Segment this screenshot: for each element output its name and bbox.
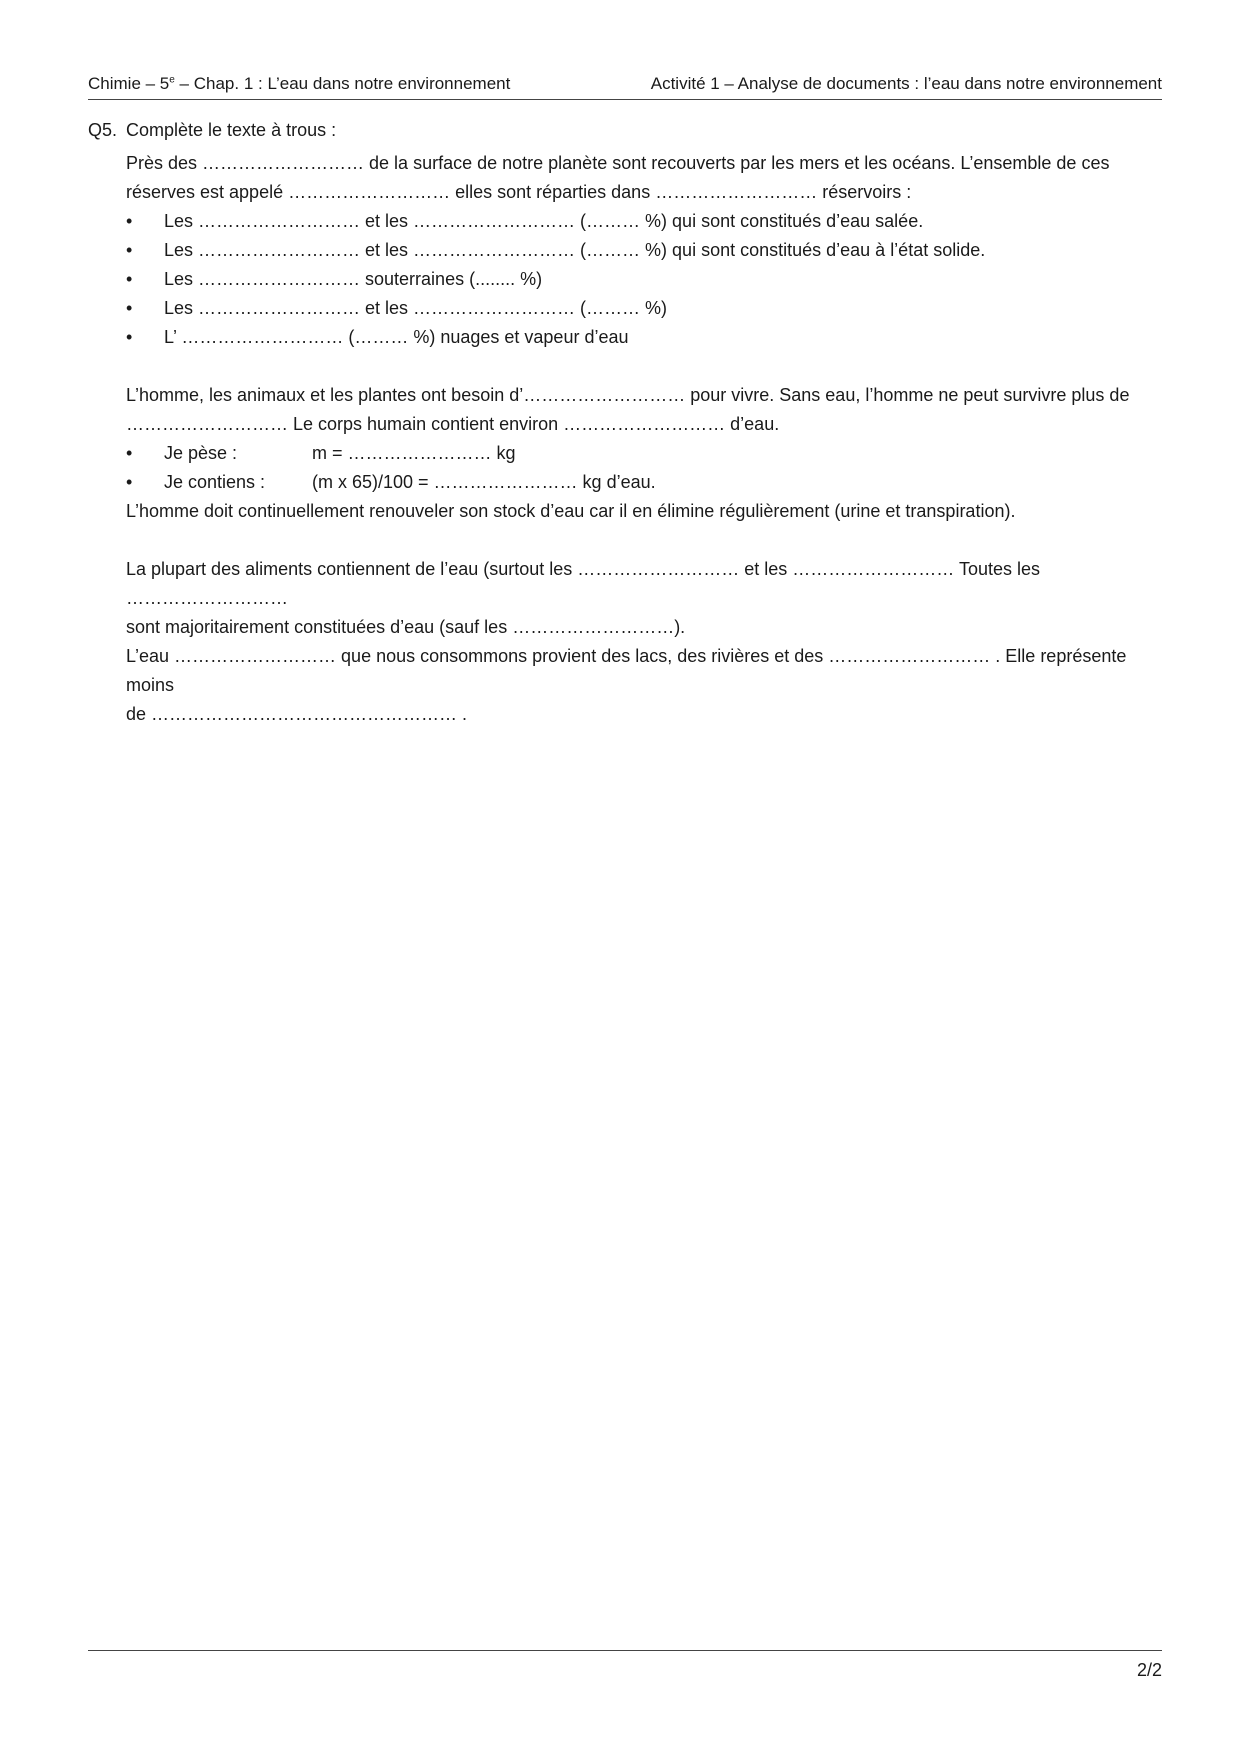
worksheet-content [88, 116, 1162, 729]
weight-list [126, 439, 1162, 497]
list-item-text: Les ……………………… souterraines (........ %) [164, 269, 543, 289]
spacer [126, 526, 1162, 555]
reservoir-list [126, 207, 1162, 352]
bullet-icon: • [126, 472, 133, 492]
section3-line3: L’eau ……………………… que nous consommons provient des lacs, des rivières et des ……………………… . Elle représente moins [126, 646, 1127, 695]
footer-divider [88, 1650, 1162, 1651]
section2-line3: L’homme doit continuellement renouveler son stock d’eau car il en élimine régulièrement (urine et transpiration). [126, 501, 1016, 521]
section3-line1: La plupart des aliments contiennent de l’eau (surtout les ……………………… et les ……………………… Toutes les ……………………… [126, 559, 1041, 608]
list-item [126, 294, 1162, 323]
bullet-icon: • [126, 443, 133, 463]
bullet-icon: • [126, 298, 133, 318]
question-instruction: Complète le texte à trous : [126, 120, 337, 140]
list-item [126, 207, 1162, 236]
header-course-prefix: Chimie – 5 [88, 74, 170, 93]
section2-line1: L’homme, les animaux et les plantes ont besoin d’……………………… pour vivre. Sans eau, l’homme ne peut survivre plus de [126, 385, 1130, 405]
header-course-title [88, 74, 510, 94]
section2-line2: ……………………… Le corps humain contient environ ……………………… d’eau. [126, 414, 780, 434]
list-item-text: Les ……………………… et les ……………………… (……… %) qui sont constitués d’eau salée. [164, 211, 924, 231]
page-number: 2/2 [1136, 1660, 1162, 1680]
section3-line4: de …………………………………………… . [126, 704, 468, 724]
list-item-text: L’ ……………………… (……… %) nuages et vapeur d’eau [164, 327, 629, 347]
section3-line2: sont majoritairement constituées d’eau (sauf les ………………………). [126, 617, 686, 637]
weight-value: m = …………………… kg [312, 443, 516, 463]
water-content-value: (m x 65)/100 = …………………… kg d’eau. [312, 472, 656, 492]
list-item [126, 236, 1162, 265]
bullet-icon: • [126, 327, 133, 347]
header-activity-title: Activité 1 – Analyse de documents : l’eau dans notre environnement [650, 74, 1162, 93]
list-item [126, 265, 1162, 294]
page-header [88, 74, 1162, 100]
bullet-icon: • [126, 240, 133, 260]
list-item [126, 439, 1162, 468]
water-content-label: Je contiens : [164, 472, 266, 492]
question-number: Q5. [88, 120, 118, 140]
header-grade-superscript: e [169, 74, 175, 86]
list-item [126, 468, 1162, 497]
fill-in-text [126, 145, 1162, 729]
question-heading [88, 116, 1162, 145]
spacer [126, 352, 1162, 381]
section1-line1: Près des ……………………… de la surface de notre planète sont recouverts par les mers et les océans. L’ensemble de ces [126, 153, 1110, 173]
list-item [126, 323, 1162, 352]
bullet-icon: • [126, 269, 133, 289]
list-item-text: Les ……………………… et les ……………………… (……… %) qui sont constitués d’eau à l’état solide. [164, 240, 986, 260]
weight-label: Je pèse : [164, 443, 238, 463]
bullet-icon: • [126, 211, 133, 231]
list-item-text: Les ……………………… et les ……………………… (……… %) [164, 298, 668, 318]
header-chapter-title: – Chap. 1 : L’eau dans notre environnement [174, 74, 511, 93]
header-divider [88, 99, 1162, 100]
section1-line2: réserves est appelé ……………………… elles sont réparties dans ……………………… réservoirs : [126, 182, 912, 202]
